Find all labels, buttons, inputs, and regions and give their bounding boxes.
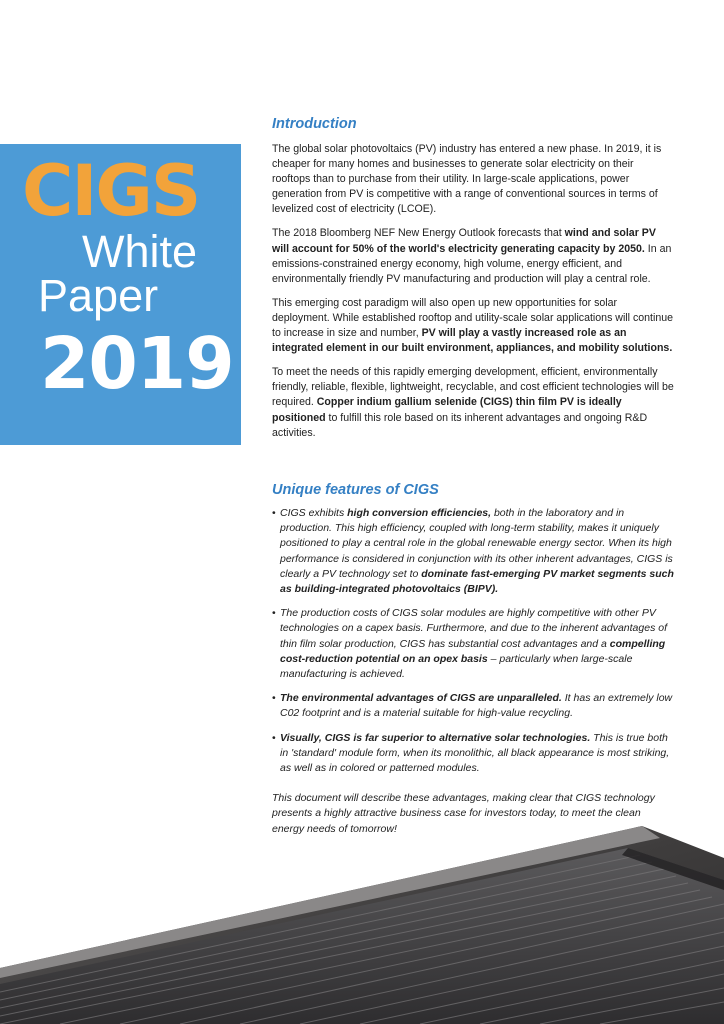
intro-p4-text: To meet the needs of this rapidly emerging development, efficient, environmentally friendly, reliable, flexible, lightweight, recyclable, and cost efficient technologies will be required. <box>272 366 674 409</box>
feature-1-text-2: both in the laboratory and in production. This high efficiency, coupled with long-term stability, makes it uniquely positioned to play a central role in the global renewable energy sector. When its high performance is considered in conjunction with its other inherent advantages, CIGS is clearly a PV technology set to <box>280 507 673 580</box>
feature-1-highlight: high conversion efficiencies, <box>347 507 492 519</box>
feature-2-text: The production costs of CIGS solar modules are highly competitive with other PV technologies on a capex basis. Furthermore, and due to the inherent advantages of thin film solar production, CIGS has substantial cost advantages and a <box>280 607 668 650</box>
introduction-heading: Introduction <box>272 116 357 132</box>
cover-white-text: White <box>82 226 198 277</box>
intro-p2-text-end: In an emissions-constrained energy economy, high volume, energy efficient, and environmentally friendly PV manufacturing and production will play a central role. <box>272 242 672 285</box>
conclusion-paragraph: This document will describe these advantages, making clear that CIGS technology presents a highly attractive business case for investors today, to meet the clean energy needs of tomorrow! <box>272 792 655 835</box>
cover-cigs-text: CIGS <box>22 150 200 232</box>
feature-3-highlight: The environmental advantages of CIGS are unparalleled. <box>280 692 562 705</box>
intro-p3-highlight: PV will play a vastly increased role as an integrated element in our built environment, appliances, and mobility solutions. <box>272 327 673 355</box>
feature-2-text-2: – particularly when large-scale manufacturing is achieved. <box>280 652 633 681</box>
feature-2-highlight: compelling cost-reduction potential on an opex basis <box>280 637 666 665</box>
cover-year-text: 2019 <box>40 322 234 405</box>
intro-paragraph-1: The global solar photovoltaics (PV) industry has entered a new phase. In 2019, it is cheaper for many homes and businesses to generate solar electricity on their rooftops than to purchase from their utility. In large-scale applications, power generation from PV is competitive with a range of conventional sources in terms of levelized cost of electricity (LCOE). <box>272 143 662 216</box>
feature-1-highlight-2: dominate fast-emerging PV market segments such as building-integrated photovoltaics (BIPV). <box>280 567 674 596</box>
intro-p2-text: The 2018 Bloomberg NEF New Energy Outlook forecasts that <box>272 227 565 240</box>
intro-p4-highlight: Copper indium gallium selenide (CIGS) thin film PV is ideally positioned <box>272 396 622 424</box>
intro-p2-highlight: wind and solar PV will account for 50% of the world's electricity generating capacity by 2050. <box>272 227 656 255</box>
features-heading: Unique features of CIGS <box>272 482 439 498</box>
feature-1-text: CIGS exhibits <box>280 507 348 519</box>
intro-p3-text: This emerging cost paradigm will also open up new opportunities for solar deployment. While established rooftop and utility-scale solar applications will continue to increase in size and number, <box>272 296 674 340</box>
cover-paper-text: Paper <box>38 270 159 321</box>
feature-3-text: It has an extremely low C02 footprint and is a material suitable for high-value recycling. <box>280 692 673 720</box>
feature-4-text: This is true both in 'standard' module form, when its monolithic, all black appearance is most striking, as well as in colored or patterned modules. <box>280 731 670 775</box>
intro-p4-text-end: to fulfill this role based on its inherent advantages and ongoing R&D activities. <box>272 411 648 439</box>
feature-4-highlight: Visually, CIGS is far superior to alternative solar technologies. <box>280 731 591 744</box>
